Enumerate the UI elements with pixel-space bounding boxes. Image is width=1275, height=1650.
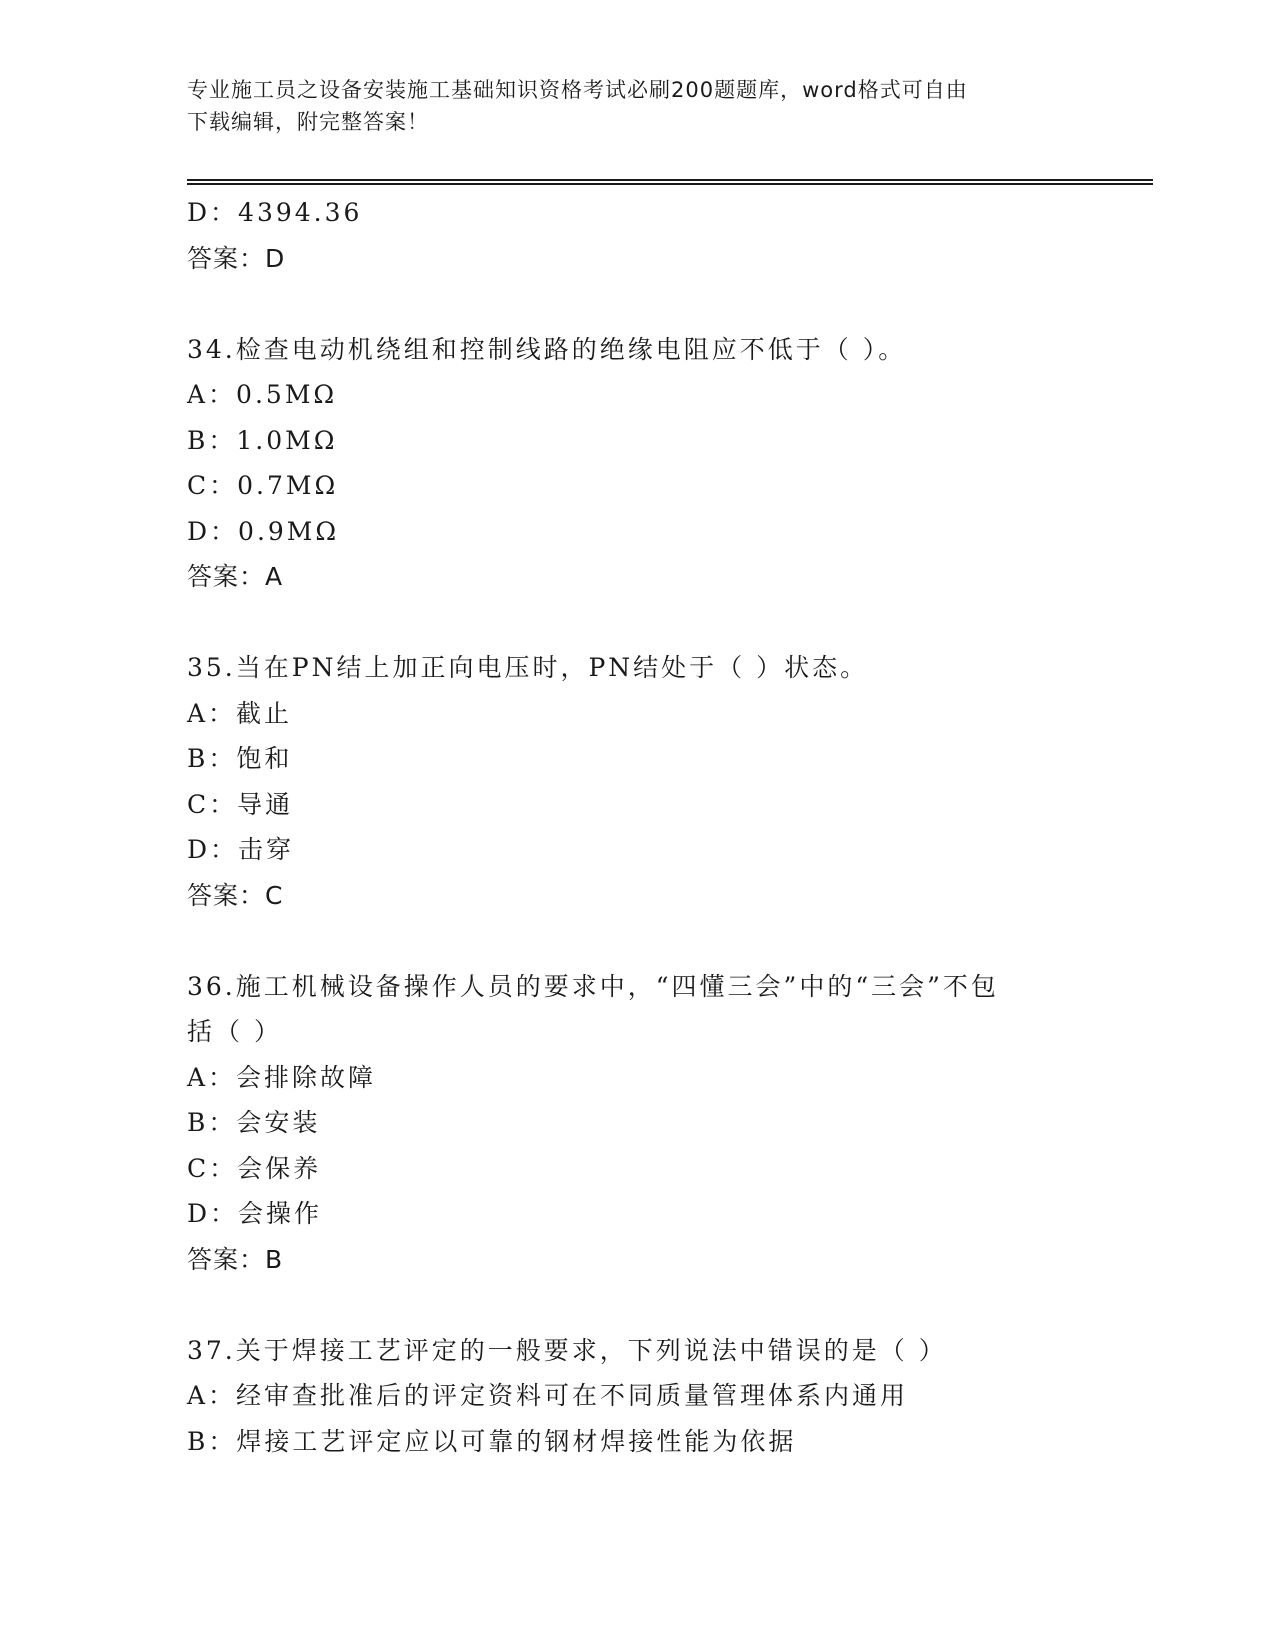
answer: 答案：B [187, 1244, 284, 1274]
option-b: B：饱和 [187, 744, 293, 773]
option-d: D：0.9MΩ [187, 516, 340, 546]
question-stem: 37.关于焊接工艺评定的一般要求，下列说法中错误的是（ ） [187, 1335, 947, 1365]
previous-question-tail [187, 190, 1153, 281]
question-stem: 35.当在PN结上加正向电压时，PN结处于（ ）状态。 [187, 653, 869, 682]
document-header [187, 74, 1087, 138]
option-b: B：1.0MΩ [187, 425, 338, 455]
spacer [187, 918, 1153, 964]
question-37 [187, 1328, 1153, 1465]
option-d: D：4394.36 [187, 198, 363, 227]
option-c: C：0.7MΩ [187, 471, 339, 500]
header-line-2: 下载编辑，附完整答案！ [187, 110, 429, 134]
header-line-1: 专业施工员之设备安装施工基础知识资格考试必刷200题题库，word格式可自由 [187, 78, 968, 102]
header-divider-bottom [187, 183, 1153, 185]
option-a: A：会排除故障 [187, 1062, 377, 1092]
header-divider-top [187, 179, 1153, 181]
option-a: A：截止 [187, 698, 293, 728]
option-d: D：击穿 [187, 835, 295, 864]
question-34 [187, 327, 1153, 600]
question-stem: 34.检查电动机绕组和控制线路的绝缘电阻应不低于（ ）。 [187, 334, 907, 364]
question-35 [187, 645, 1153, 918]
answer: 答案：A [187, 562, 284, 591]
spacer [187, 600, 1153, 646]
option-a: A：经审查批准后的评定资料可在不同质量管理体系内通用 [187, 1381, 909, 1410]
option-d: D：会操作 [187, 1199, 323, 1228]
spacer [187, 1282, 1153, 1328]
answer: 答案：D [187, 243, 286, 273]
question-stem-line-1: 36.施工机械设备操作人员的要求中，“四懂三会”中的“三会”不包 [187, 971, 999, 1001]
option-c: C：导通 [187, 789, 294, 819]
option-b: B：焊接工艺评定应以可靠的钢材焊接性能为依据 [187, 1426, 797, 1456]
option-b: B：会安装 [187, 1108, 321, 1137]
option-a: A：0.5MΩ [187, 380, 338, 409]
question-36 [187, 964, 1153, 1283]
spacer [187, 281, 1153, 327]
option-c: C：会保养 [187, 1153, 322, 1183]
answer: 答案：C [187, 880, 284, 910]
question-content [187, 190, 1153, 1464]
question-stem-line-2: 括（ ） [187, 1017, 282, 1046]
